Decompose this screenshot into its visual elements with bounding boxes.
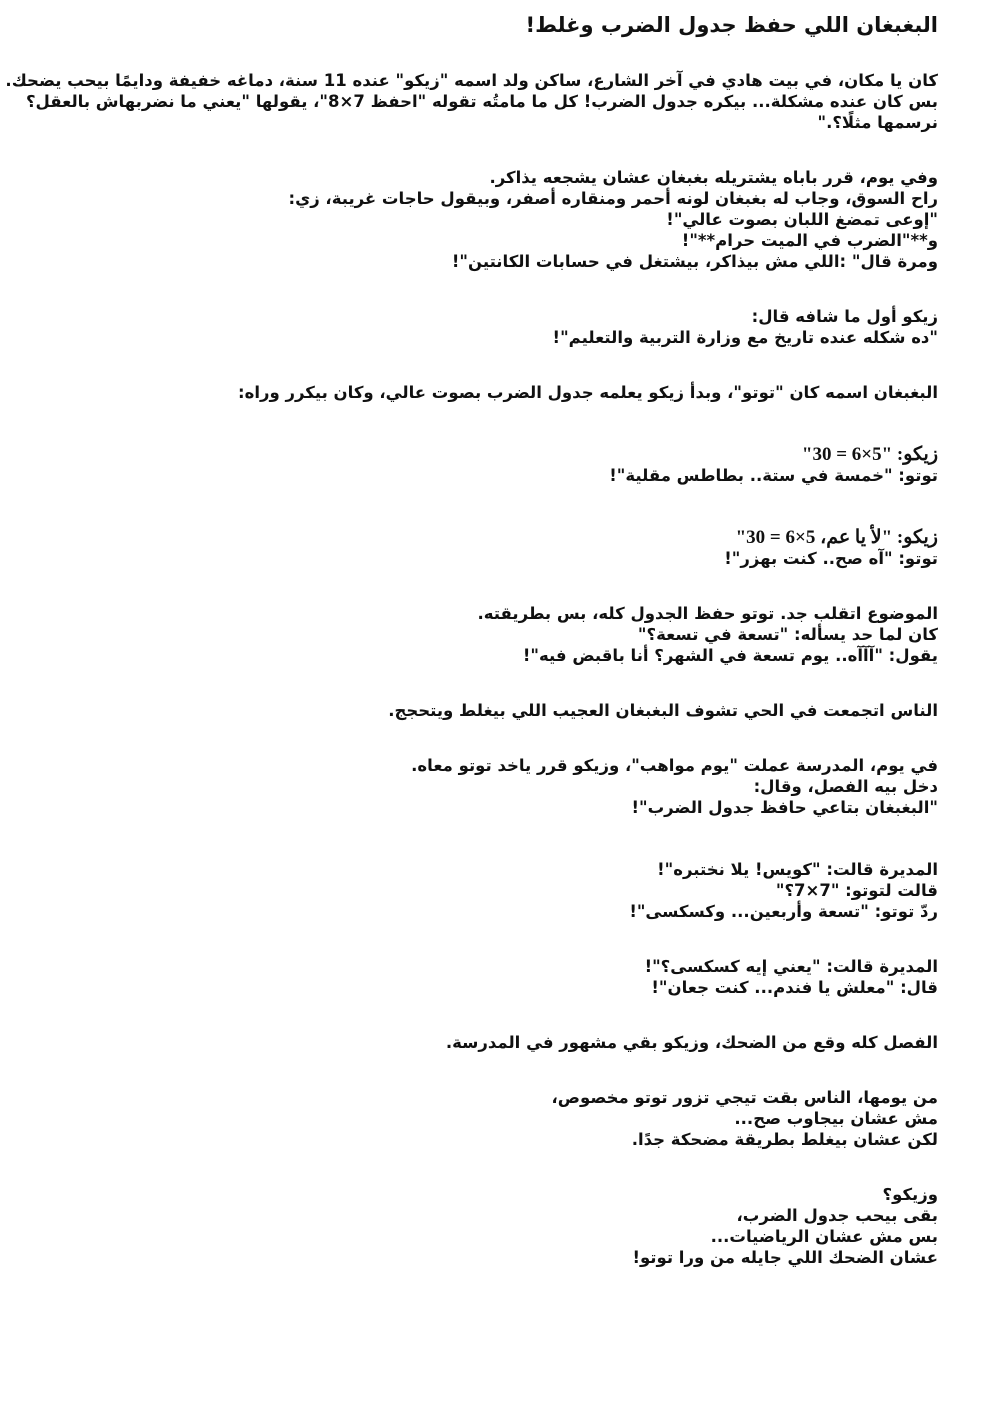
text-line: الموضوع اتقلب جد. توتو حفظ الجدول كله، بس بطريقته. xyxy=(477,604,938,623)
text-line: راح السوق، وجاب له بغبغان لونه أحمر ومنقاره أصفر، وبيقول حاجات غريبة، زي: xyxy=(288,189,938,208)
spacer xyxy=(38,486,938,527)
paragraph-serious xyxy=(38,603,938,666)
paragraph-kuskusi xyxy=(38,956,938,998)
spacer xyxy=(38,133,938,167)
paragraph-crowd xyxy=(38,700,938,721)
text-line: يقول: "آآآه.. يوم تسعة في الشهر؟ أنا باقبض فيه"! xyxy=(522,646,938,665)
spacer xyxy=(38,1053,938,1087)
paragraph-principal-test xyxy=(38,859,938,922)
paragraph-laughter xyxy=(38,1032,938,1053)
dialogue-block-2 xyxy=(38,527,938,569)
paragraph-intro xyxy=(5,70,938,133)
spacer xyxy=(38,569,938,603)
text-line: "ده شكله عنده تاريخ مع وزارة التربية والتعليم"! xyxy=(552,328,938,347)
text-line: لكن عشان بيغلط بطريقة مضحكة جدًا. xyxy=(631,1130,938,1149)
spacer xyxy=(38,403,938,444)
text-line: في يوم، المدرسة عملت "يوم مواهب"، وزيكو قرر ياخد توتو معاه. xyxy=(411,756,938,775)
text-line: المديرة قالت: "كويس! يلا نختبره"! xyxy=(657,860,938,879)
paragraph-parrot-purchase xyxy=(38,167,938,272)
text-line: الناس اتجمعت في الحي تشوف البغبغان العجيب اللي بيغلط ويتحجج. xyxy=(388,701,938,720)
spacer xyxy=(38,922,938,956)
document-page xyxy=(5,8,938,1268)
spacer xyxy=(38,348,938,382)
spacer xyxy=(38,272,938,306)
text-line: المديرة قالت: "يعني إيه كسكسى؟"! xyxy=(644,957,938,976)
text-line: من يومها، الناس بقت تيجي تزور توتو مخصوص، xyxy=(551,1088,938,1107)
text-line: الفصل كله وقع من الضحك، وزيكو بقي مشهور في المدرسة. xyxy=(445,1033,938,1052)
text-line: كان لما حد يسأله: "تسعة في تسعة؟" xyxy=(637,625,938,644)
spacer xyxy=(38,666,938,700)
paragraph-ending xyxy=(38,1184,938,1268)
text-line: قالت لتوتو: "7×7؟" xyxy=(775,881,938,900)
text-line: مش عشان بيجاوب صح... xyxy=(734,1109,938,1128)
text-line: زيكو أول ما شافه قال: xyxy=(751,307,938,326)
text-line: نرسمها مثلًا؟." xyxy=(817,113,938,132)
text-line: ردّ توتو: "تسعة وأربعين... وكسكسى"! xyxy=(629,902,938,921)
text-line: دخل بيه الفصل، وقال: xyxy=(753,777,938,796)
text-line: و**"الضرب في الميت حرام**"! xyxy=(681,231,938,250)
text-line: "البغبغان بتاعي حافظ جدول الضرب"! xyxy=(631,798,938,817)
document-title: البغبغان اللي حفظ جدول الضرب وغلط! xyxy=(525,13,938,37)
dialogue-block-1 xyxy=(38,444,938,486)
text-line: ومرة قال" :اللي مش بيذاكر، بيشتغل في حسابات الكانتين"! xyxy=(451,252,938,271)
text-line: عشان الضحك اللي جايله من ورا توتو! xyxy=(632,1248,938,1267)
text-line: وزيكو؟ xyxy=(882,1185,938,1204)
dialogue-line: زيكو: "لأ يا عم، 5×6 = 30" xyxy=(735,527,938,548)
paragraph-parrot-name xyxy=(38,382,938,403)
text-line: "إوعى تمضغ اللبان بصوت عالي"! xyxy=(666,210,938,229)
paragraph-talent-day xyxy=(38,755,938,818)
paragraph-first-sight xyxy=(38,306,938,348)
spacer xyxy=(38,818,938,859)
spacer xyxy=(38,721,938,755)
text-line: بس كان عنده مشكلة... بيكره جدول الضرب! كل ما مامتُه تقوله "احفظ 7×8"، يقولها "يعني ما نضربهاش بالعقل؟ xyxy=(25,92,938,111)
spacer xyxy=(38,1150,938,1184)
text-line: بقى بيحب جدول الضرب، xyxy=(736,1206,938,1225)
text-line: كان يا مكان، في بيت هادي في آخر الشارع، ساكن ولد اسمه "زيكو" عنده 11 سنة، دماغه خفيفة ودايمًا بيحب يضحك. xyxy=(5,71,938,90)
spacer xyxy=(38,998,938,1032)
text-line: البغبغان اسمه كان "توتو"، وبدأ زيكو يعلمه جدول الضرب بصوت عالي، وكان بيكرر وراه: xyxy=(238,383,938,402)
paragraph-visitors xyxy=(38,1087,938,1150)
dialogue-line: توتو: "خمسة في ستة.. بطاطس مقلية"! xyxy=(609,466,938,485)
text-line: وفي يوم، قرر باباه يشتريله بغبغان عشان يشجعه يذاكر. xyxy=(489,168,938,187)
dialogue-line: توتو: "آه صح.. كنت بهزر"! xyxy=(724,549,938,568)
text-line: بس مش عشان الرياضيات... xyxy=(710,1227,938,1246)
dialogue-line: زيكو: "5×6 = 30" xyxy=(801,444,938,465)
text-line: قال: "معلش يا فندم... كنت جعان"! xyxy=(651,978,938,997)
